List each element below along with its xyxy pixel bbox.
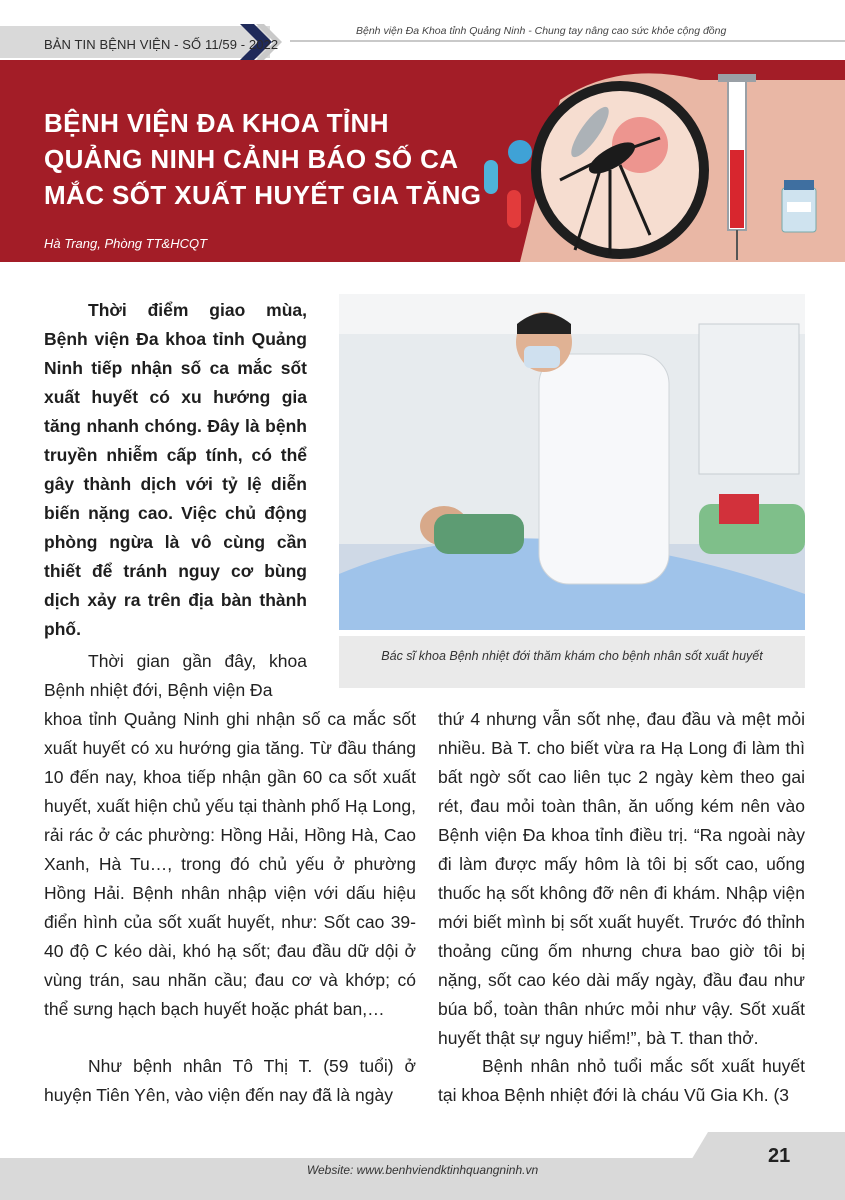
- paragraph-2: Như bệnh nhân Tô Thị T. (59 tuổi) ở huyện Tiên Yên, vào viện đến nay đã là ngày: [44, 1056, 416, 1105]
- paragraph-1-continued: khoa tỉnh Quảng Ninh ghi nhận số ca mắc sốt xuất huyết có xu hướng gia tăng. Từ đầu tháng 10 đến nay, khoa tiếp nhận gần 60 ca sốt xuất huyết, xuất hiện chủ yếu tại thành phố Hạ Long, rải rác ở các phường: Hồng Hải, Hồng Hà, Cao Xanh, Hà Tu…, trong đó chủ yếu ở phường Hồng Hải. Bệnh nhân nhập viện với dấu hiệu điển hình của sốt xuất huyết, như: Sốt cao 39-40 độ C kéo dài, khó hạ sốt; đau đầu dữ dội ở vùng trán, sau nhãn cầu; đau cơ và khớp; có thể sưng hạch bạch huyết hoặc phát ban,…: [44, 709, 416, 1019]
- article-photo: [339, 294, 805, 630]
- doctor-examining-patient-image: [339, 294, 805, 630]
- header-rule: [290, 40, 845, 42]
- paragraph-3: Bệnh nhân nhỏ tuổi mắc sốt xuất huyết tại khoa Bệnh nhiệt đới là cháu Vũ Gia Kh. (3: [438, 1056, 805, 1105]
- article-title: [44, 105, 514, 213]
- lead-paragraph: Thời điểm giao mùa, Bệnh viện Đa khoa tỉnh Quảng Ninh tiếp nhận số ca mắc sốt xuất huyết có xu hướng gia tăng nhanh chóng. Đây là bệnh truyền nhiễm cấp tính, có thể gây thành dịch với tỷ lệ diễn biến nặng cao. Việc chủ động phòng ngừa là vô cùng cần thiết để tránh nguy cơ bùng dịch xảy ra trên địa bàn thành phố.: [44, 300, 307, 639]
- header-tagline: Bệnh viện Đa Khoa tỉnh Quảng Ninh - Chung tay nâng cao sức khỏe cộng đồng: [356, 25, 727, 37]
- title-line: MẮC SỐT XUẤT HUYẾT GIA TĂNG: [44, 180, 482, 210]
- article-author: Hà Trang, Phòng TT&HCQT: [44, 236, 208, 251]
- page-number: 21: [768, 1145, 791, 1167]
- paragraph-1-start: Thời gian gần đây, khoa Bệnh nhiệt đới, Bệnh viện Đa: [44, 651, 307, 700]
- title-line: QUẢNG NINH CẢNH BÁO SỐ CA: [44, 144, 459, 174]
- paragraph-2-continued: thứ 4 nhưng vẫn sốt nhẹ, đau đầu và mệt mỏi nhiều. Bà T. cho biết vừa ra Hạ Long đi làm thì bất ngờ sốt cao liên tục 2 ngày kèm theo gai rét, đau mỏi toàn thân, ăn uống kém nên vào Bệnh viện Đa khoa tỉnh điều trị. “Ra ngoài này đi làm được mấy hôm là tôi bị sốt cao, uống thuốc hạ sốt không đỡ nên đi khám. Nhập viện mới biết mình bị sốt xuất huyết. Trước đó thỉnh thoảng cũng ốm nhưng chưa bao giờ tôi bị nặng, sốt cao kéo dài mấy ngày, đầu đau như búa bổ, toàn thân nhức mỏi như vậy. Sốt xuất huyết thật sự nguy hiểm!”, bà T. than thở.: [438, 709, 805, 1048]
- issue-label: BẢN TIN BỆNH VIỆN - SỐ 11/59 - 2022: [44, 37, 279, 52]
- footer-website: Website: www.benhviendktinhquangninh.vn: [306, 1163, 539, 1177]
- title-line: BỆNH VIỆN ĐA KHOA TỈNH: [44, 108, 389, 138]
- photo-caption: Bác sĩ khoa Bệnh nhiệt đới thăm khám cho bệnh nhân sốt xuất huyết: [381, 649, 763, 663]
